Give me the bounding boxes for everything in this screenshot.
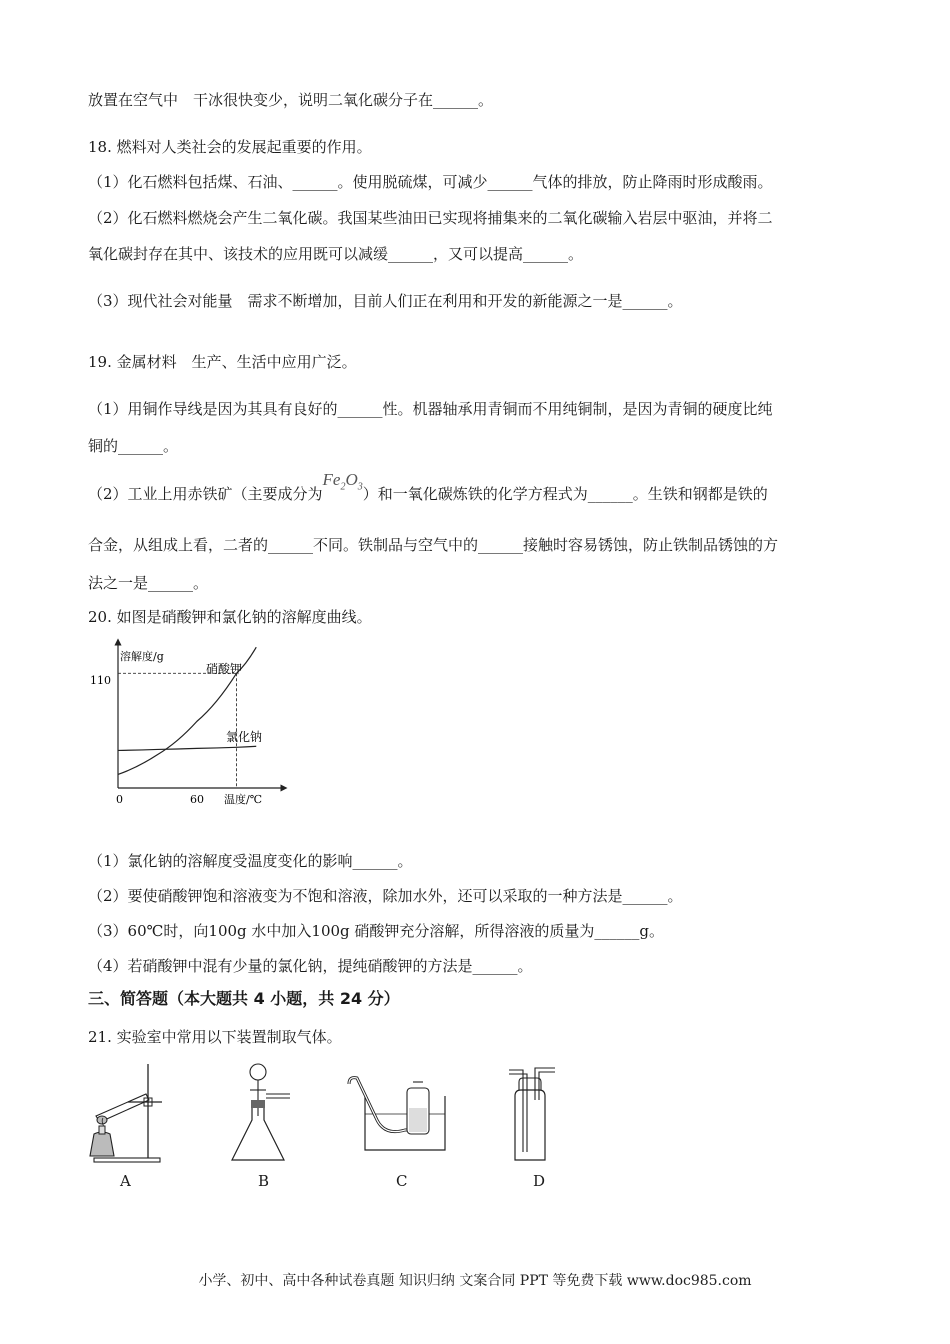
x-tick-label-60: 60 [190,793,204,806]
x-tick-label-0: 0 [116,793,123,806]
question-18: 18. 燃料对人类社会的发展起重要的作用。 [88,138,372,156]
series-label-kno3: 硝酸钾 [206,662,243,676]
formula-fe2o3: $Fe_2O_3$ [322,470,363,493]
solubility-chart [88,636,288,816]
question-19-part-1a: （1）用铜作导线是因为其具有良好的______性。机器轴承用青铜而不用纯铜制，是因为青铜的硬度比纯 [88,400,773,418]
text-line-intro: 放置在空气中 干冰很快变少，说明二氧化碳分子在______。 [88,91,494,109]
apparatus-b-label: B [258,1172,270,1190]
x-axis-label: 温度/℃ [224,793,263,806]
section-3-heading: 三、简答题（本大题共 4 小题，共 24 分） [88,989,400,1008]
question-21: 21. 实验室中常用以下装置制取气体。 [88,1028,342,1046]
question-19-part-1b: 铜的______。 [88,437,179,455]
question-19: 19. 金属材料 生产、生活中应用广泛。 [88,353,357,371]
y-axis-label: 溶解度/g [120,650,164,663]
question-18-part-1: （1）化石燃料包括煤、石油、______。使用脱硫煤，可减少______气体的排放，防止降雨时形成酸雨。 [88,173,773,191]
question-20-part-2: （2）要使硝酸钾饱和溶液变为不饱和溶液，除加水外，还可以采取的一种方法是______。 [88,887,683,905]
apparatus-c-label: C [396,1172,408,1190]
apparatus-d-icon [505,1060,565,1165]
question-20-part-1: （1）氯化钠的溶解度受温度变化的影响______。 [88,852,413,870]
apparatus-c-icon [345,1060,455,1165]
question-19-part-2-pre: （2）工业上用赤铁矿（主要成分为 [88,485,323,503]
series-label-nacl: 氯化钠 [226,730,263,744]
question-20-part-3: （3）60℃时，向100g 水中加入100g 硝酸钾充分溶解，所得溶液的质量为______g。 [88,922,665,940]
apparatus-a-icon [88,1060,168,1165]
page-footer: 小学、初中、高中各种试卷真题 知识归纳 文案合同 PPT 等免费下载 www.doc985.com [198,1273,752,1289]
y-tick-label-110: 110 [90,674,111,687]
question-19-part-2a [88,470,768,512]
question-18-part-3: （3）现代社会对能量 需求不断增加，目前人们正在利用和开发的新能源之一是______。 [88,292,683,310]
apparatus-a-label: A [120,1172,131,1190]
apparatus-b-icon [228,1060,298,1165]
question-19-part-2-post: ）和一氧化碳炼铁的化学方程式为______。生铁和钢都是铁的 [362,485,768,503]
question-20-part-4: （4）若硝酸钾中混有少量的氯化钠，提纯硝酸钾的方法是______。 [88,957,533,975]
question-19-part-2c: 法之一是______。 [88,574,209,592]
question-18-part-2b: 氧化碳封存在其中、该技术的应用既可以减缓______，又可以提高______。 [88,245,584,263]
apparatus-d-label: D [533,1172,546,1190]
question-18-part-2a: （2）化石燃料燃烧会产生二氧化碳。我国某些油田已实现将捕集来的二氧化碳输入岩层中驱油，并将二 [88,209,773,227]
question-19-part-2b: 合金，从组成上看，二者的______不同。铁制品与空气中的______接触时容易锈蚀，防止铁制品锈蚀的方 [88,536,779,554]
series-line-nacl [118,746,256,750]
question-20: 20. 如图是硝酸钾和氯化钠的溶解度曲线。 [88,608,372,626]
